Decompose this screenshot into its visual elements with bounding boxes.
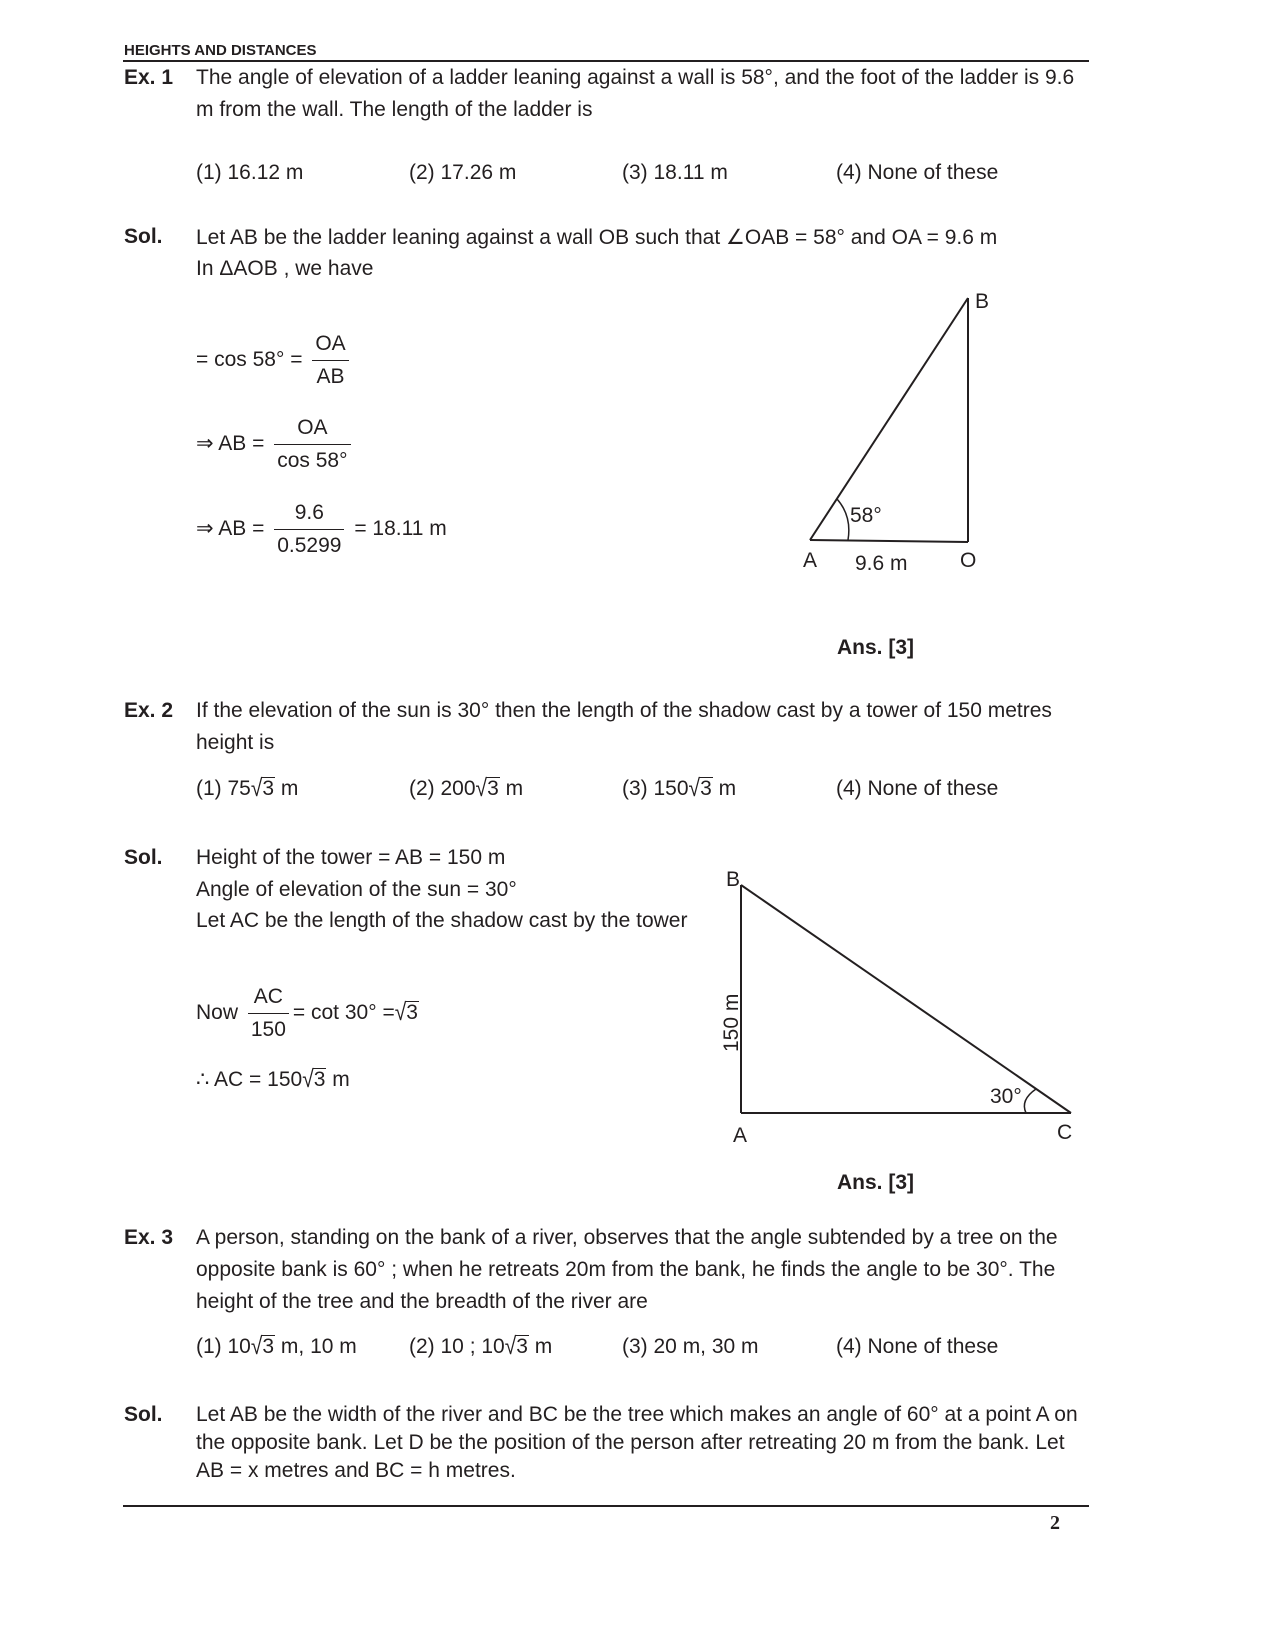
ex1-eq2-fraction xyxy=(274,416,350,473)
ex3-sol-line2: the opposite bank. Let D be the position of the person after retreating 20 m from the bank. Let xyxy=(196,1431,1065,1454)
ex1-sol-label: Sol. xyxy=(124,225,163,248)
ex2-eq2-post: m xyxy=(332,1068,350,1091)
vertex-label-o: O xyxy=(960,549,977,572)
footer-rule xyxy=(123,1505,1089,1507)
header-rule xyxy=(123,60,1089,62)
ex2-eq1-fraction xyxy=(248,985,289,1042)
tower-shadow-diagram xyxy=(700,860,1090,1160)
ex1-eq2-lhs: ⇒ AB = xyxy=(196,432,265,456)
ex2-eq2-pre: ∴ AC = 150 xyxy=(196,1068,303,1091)
ex2-eq1-now: Now xyxy=(196,1001,239,1025)
ex2-sol-line1: Height of the tower = AB = 150 m xyxy=(196,846,506,869)
ex2-label: Ex. 2 xyxy=(124,699,174,722)
ex3-option-4: (4) None of these xyxy=(836,1335,999,1358)
ex3-sol-label: Sol. xyxy=(124,1403,163,1426)
base-length-label: 9.6 m xyxy=(855,552,908,575)
ex2-equation-1 xyxy=(196,985,419,1042)
ex1-equation-3 xyxy=(196,501,447,558)
ex3-question-line2: opposite bank is 60° ; when he retreats 20m from the bank, he finds the angle to be 30°. The xyxy=(196,1258,1056,1281)
page-header-title: HEIGHTS AND DISTANCES xyxy=(124,42,317,59)
ex1-sol-line1-a: Let AB be the ladder leaning against a wall OB such that xyxy=(196,226,721,249)
ex2-question-line2: height is xyxy=(196,731,275,754)
ex1-equation-1 xyxy=(196,332,353,389)
angle-arc-30 xyxy=(1024,1089,1036,1113)
angle-label-30: 30° xyxy=(990,1085,1022,1108)
ex1-eq1-fraction xyxy=(312,332,348,389)
ex1-sol-line1 xyxy=(196,225,997,250)
angle-label-58: 58° xyxy=(850,504,882,527)
ex2-eq1-numerator: AC xyxy=(248,985,289,1014)
ex1-eq2-numerator: OA xyxy=(274,416,350,445)
ex2-option-4: (4) None of these xyxy=(836,777,999,800)
sun-ray-line-bc xyxy=(741,885,1071,1113)
ex3-question-line1: A person, standing on the bank of a river, observes that the angle subtended by a tree on the xyxy=(196,1226,1058,1249)
ex1-answer: Ans. [3] xyxy=(837,636,915,659)
ex2-option-2: (2) 200√3 m xyxy=(409,775,524,802)
ex2-option-3: (3) 150√3 m xyxy=(622,775,737,802)
ex2-eq1-radicand: 3 xyxy=(406,1001,418,1025)
ex3-label: Ex. 3 xyxy=(124,1226,174,1249)
vertex-label-b: B xyxy=(975,290,990,313)
ex1-option-1: (1) 16.12 m xyxy=(196,161,304,184)
ex1-sol-line2-b: AOB , we have xyxy=(233,257,374,280)
ex1-option-4: (4) None of these xyxy=(836,161,999,184)
ex1-eq1-numerator: OA xyxy=(312,332,348,361)
ex2-eq1-denominator: 150 xyxy=(250,1018,286,1041)
vertex-label-a: A xyxy=(803,549,818,572)
ex1-label: Ex. 1 xyxy=(124,66,174,89)
ex1-sol-line1-b: OAB = 58° and OA = 9.6 m xyxy=(744,226,998,249)
ex1-option-2: (2) 17.26 m xyxy=(409,161,517,184)
ex3-option-3: (3) 20 m, 30 m xyxy=(622,1335,759,1358)
ex1-eq2-denominator: cos 58° xyxy=(277,449,348,472)
height-label-150m: 150 m xyxy=(720,993,743,1052)
ex2-eq2-radicand: 3 xyxy=(313,1068,326,1091)
vertex-label-a: A xyxy=(733,1124,748,1147)
ex1-eq3-rhs: = 18.11 m xyxy=(354,517,447,541)
ex1-sol-line2-a: In xyxy=(196,257,214,280)
ex1-question-line1: The angle of elevation of a ladder leaning against a wall is 58°, and the foot of the ladder is 9.6 xyxy=(196,66,1075,89)
ex1-eq1-denominator: AB xyxy=(316,365,345,388)
angle-symbol: ∠ xyxy=(726,226,745,249)
ground-line-ao xyxy=(810,540,968,542)
ex1-eq3-lhs: ⇒ AB = xyxy=(196,517,265,541)
ex2-question-line1: If the elevation of the sun is 30° then the length of the shadow cast by a tower of 150 metres xyxy=(196,699,1052,722)
ex1-option-3: (3) 18.11 m xyxy=(622,161,728,184)
ex1-question-line2: m from the wall. The length of the ladder is xyxy=(196,98,593,121)
ex1-eq3-numerator: 9.6 xyxy=(274,501,344,530)
ex1-equation-2 xyxy=(196,416,355,473)
ex1-sol-line2 xyxy=(196,257,373,281)
ex3-sol-line1: Let AB be the width of the river and BC be the tree which makes an angle of 60° at a point A on xyxy=(196,1403,1078,1426)
ex2-equation-2: ∴ AC = 150√3 m xyxy=(196,1066,350,1093)
ex3-sol-line3: AB = x metres and BC = h metres. xyxy=(196,1459,516,1482)
angle-arc-58 xyxy=(837,499,849,540)
ex3-question-line3: height of the tree and the breadth of the river are xyxy=(196,1290,648,1313)
triangle-symbol: Δ xyxy=(219,257,234,280)
ex2-answer: Ans. [3] xyxy=(837,1171,915,1194)
ex2-option-1: (1) 75√3 m xyxy=(196,775,299,802)
vertex-label-c: C xyxy=(1057,1121,1073,1144)
ex1-eq3-denominator: 0.5299 xyxy=(277,534,342,557)
ex2-sol-label: Sol. xyxy=(124,846,163,869)
ladder-diagram xyxy=(790,280,1010,590)
ex1-eq1-lhs: = cos 58° = xyxy=(196,348,303,372)
ex1-eq3-fraction xyxy=(274,501,344,558)
ladder-line-ab xyxy=(810,298,968,540)
ex3-option-2: (2) 10 ; 10√3 m xyxy=(409,1333,553,1360)
ex3-option-1: (1) 10√3 m, 10 m xyxy=(196,1333,357,1360)
page-number: 2 xyxy=(1050,1512,1060,1534)
radical-sign: √ xyxy=(394,999,407,1026)
vertex-label-b: B xyxy=(726,868,741,891)
ex2-sol-line3: Let AC be the length of the shadow cast by the tower xyxy=(196,909,688,932)
ex2-eq1-rhs: = cot 30° = xyxy=(292,1001,395,1025)
ex2-sol-line2: Angle of elevation of the sun = 30° xyxy=(196,878,517,901)
